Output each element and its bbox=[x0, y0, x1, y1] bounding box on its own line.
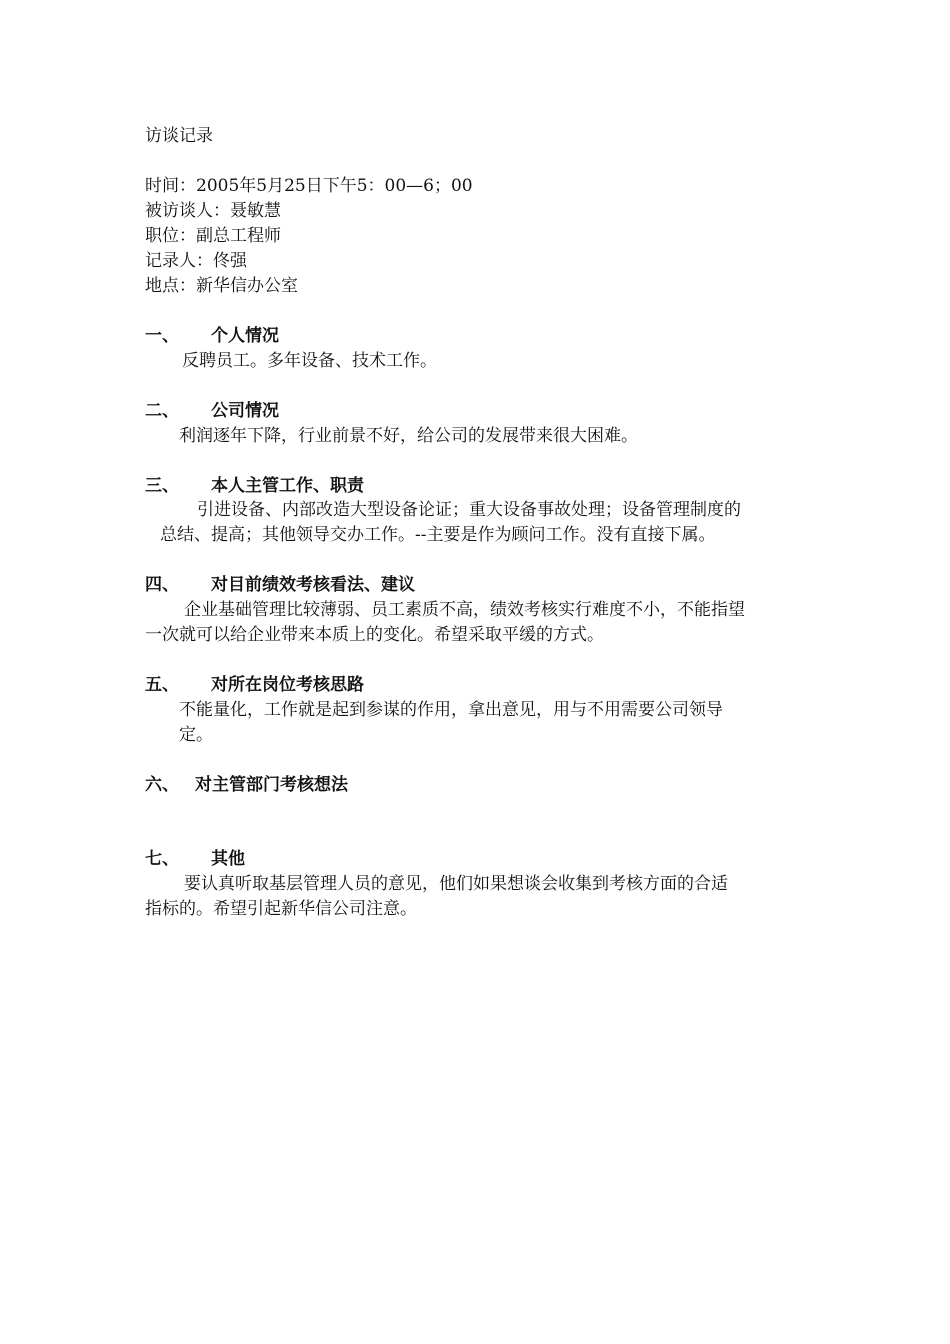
section-title: 公司情况 bbox=[211, 401, 279, 421]
section-heading-4 bbox=[145, 573, 415, 598]
meta-time: 时间：2005年5月25日下午5：00—6；00 bbox=[145, 176, 473, 196]
document-title: 访谈记录 bbox=[145, 126, 213, 146]
section-title: 个人情况 bbox=[211, 326, 279, 346]
paragraph-line: 不能量化，工作就是起到参谋的作用，拿出意见，用与不用需要公司领导 bbox=[179, 700, 723, 720]
section-heading-6 bbox=[145, 773, 348, 798]
section-number: 四、 bbox=[145, 575, 179, 595]
section-heading-2 bbox=[145, 399, 279, 424]
section-number: 二、 bbox=[145, 401, 179, 421]
paragraph-line: 利润逐年下降，行业前景不好，给公司的发展带来很大困难。 bbox=[179, 426, 638, 446]
paragraph-line: 要认真听取基层管理人员的意见，他们如果想谈会收集到考核方面的合适 bbox=[184, 874, 728, 894]
section-body-7 bbox=[145, 872, 806, 922]
section-body-4 bbox=[145, 598, 806, 648]
paragraph-line: 总结、提高；其他领导交办工作。--主要是作为顾问工作。没有直接下属。 bbox=[160, 525, 716, 545]
section-body-5 bbox=[179, 698, 806, 748]
meta-position: 职位：副总工程师 bbox=[145, 226, 281, 246]
section-number: 一、 bbox=[145, 326, 179, 346]
section-body-3 bbox=[160, 498, 806, 548]
paragraph-line: 引进设备、内部改造大型设备论证；重大设备事故处理；设备管理制度的 bbox=[197, 500, 741, 520]
paragraph-line: 定。 bbox=[179, 725, 213, 745]
section-number: 三、 bbox=[145, 476, 179, 496]
section-title: 对所在岗位考核思路 bbox=[211, 675, 364, 695]
section-heading-1 bbox=[145, 324, 279, 349]
meta-location: 地点：新华信办公室 bbox=[145, 276, 298, 296]
section-heading-5 bbox=[145, 673, 364, 698]
section-heading-7 bbox=[145, 847, 245, 872]
meta-interviewee: 被访谈人：聂敏慧 bbox=[145, 201, 281, 221]
section-number: 六、 bbox=[145, 775, 179, 795]
section-title: 其他 bbox=[211, 849, 245, 869]
section-title: 本人主管工作、职责 bbox=[211, 476, 364, 496]
section-heading-3 bbox=[145, 474, 364, 499]
paragraph-line: 企业基础管理比较薄弱、员工素质不高，绩效考核实行难度不小，不能指望 bbox=[184, 600, 745, 620]
section-number: 五、 bbox=[145, 675, 179, 695]
meta-recorder: 记录人：佟强 bbox=[145, 251, 247, 271]
paragraph-line: 指标的。希望引起新华信公司注意。 bbox=[145, 899, 417, 919]
section-body-1 bbox=[182, 349, 437, 374]
section-title: 对主管部门考核想法 bbox=[195, 775, 348, 795]
paragraph-line: 反聘员工。多年设备、技术工作。 bbox=[182, 351, 437, 371]
paragraph-line: 一次就可以给企业带来本质上的变化。希望采取平缓的方式。 bbox=[145, 625, 604, 645]
section-title: 对目前绩效考核看法、建议 bbox=[211, 575, 415, 595]
section-body-2 bbox=[179, 424, 638, 449]
section-number: 七、 bbox=[145, 849, 179, 869]
